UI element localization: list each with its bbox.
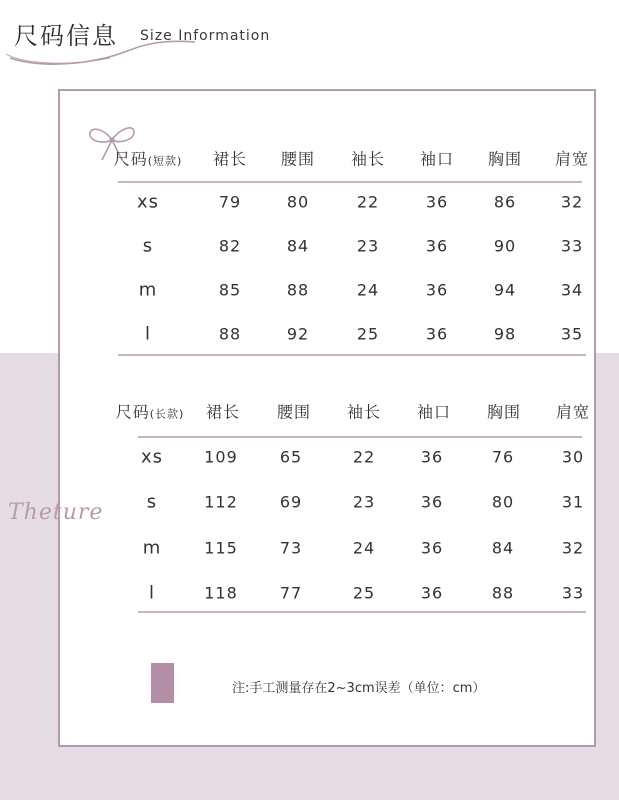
long-cell: 80 [491,492,515,512]
long-row-size: l [148,582,156,604]
short-cell: 36 [425,192,449,212]
short-col-header: 肩宽 [554,149,590,169]
short-cell: 82 [218,236,242,256]
short-cell: 90 [493,236,517,256]
measurement-note: 注:手工测量存在2~3cm误差（单位：cm） [232,681,486,696]
short-col-header: 袖口 [419,149,455,169]
long-header-divider [138,436,582,438]
short-cell: 92 [286,324,310,344]
short-col-header: 胸围 [487,149,523,169]
long-cell: 118 [204,583,238,603]
short-cell: 85 [218,280,242,300]
long-cell: 36 [420,492,444,512]
long-cell: 31 [561,492,585,512]
long-cell: 88 [491,583,515,603]
long-cell: 30 [561,447,585,467]
short-row-size: xs [136,191,160,213]
long-row-size: xs [140,446,164,468]
short-col-header: 袖长 [350,149,386,169]
short-cell: 86 [493,192,517,212]
short-cell: 24 [356,280,380,300]
short-size-label: 尺码 [113,149,148,169]
short-cell: 36 [425,236,449,256]
short-col-header: 腰围 [280,149,316,169]
page-title: 尺码信息 [14,22,118,50]
long-size-note: (长款) [149,407,185,421]
short-size-note: (短款) [147,154,183,168]
long-cell: 36 [420,538,444,558]
short-cell: 22 [356,192,380,212]
long-cell: 36 [420,583,444,603]
short-cell: 84 [286,236,310,256]
long-cell: 32 [561,538,585,558]
short-row-size: m [138,279,158,301]
long-cell: 23 [352,492,376,512]
long-cell: 25 [352,583,376,603]
short-header-divider [118,181,582,183]
long-cell: 77 [279,583,303,603]
long-col-header: 袖口 [416,402,452,422]
long-cell: 76 [491,447,515,467]
short-cell: 25 [356,324,380,344]
short-cell: 33 [560,236,584,256]
long-cell: 36 [420,447,444,467]
short-cell: 36 [425,280,449,300]
long-cell: 73 [279,538,303,558]
script-watermark: Theture [8,500,104,525]
short-cell: 88 [286,280,310,300]
short-row-size: l [144,323,152,345]
short-row-size: s [142,235,154,257]
long-footer-divider [138,611,586,613]
long-cell: 33 [561,583,585,603]
short-col-header: 裙长 [212,149,248,169]
short-cell: 79 [218,192,242,212]
long-col-header: 裙长 [205,402,241,422]
long-cell: 65 [279,447,303,467]
long-col-header: 腰围 [276,402,312,422]
short-size-header [114,147,183,170]
short-cell: 94 [493,280,517,300]
long-col-header: 胸围 [486,402,522,422]
long-col-header: 肩宽 [555,402,591,422]
long-cell: 112 [204,492,238,512]
long-row-size: s [146,491,158,513]
long-cell: 22 [352,447,376,467]
short-cell: 80 [286,192,310,212]
page-subtitle: Size Information [140,28,271,44]
long-cell: 109 [204,447,238,467]
long-cell: 84 [491,538,515,558]
short-cell: 98 [493,324,517,344]
long-cell: 69 [279,492,303,512]
long-cell: 24 [352,538,376,558]
short-cell: 35 [560,324,584,344]
long-size-label: 尺码 [115,402,150,422]
short-footer-divider [118,354,586,356]
long-cell: 115 [204,538,238,558]
long-size-header [116,400,185,423]
long-row-size: m [142,537,162,559]
short-cell: 23 [356,236,380,256]
short-cell: 88 [218,324,242,344]
long-col-header: 袖长 [346,402,382,422]
short-cell: 34 [560,280,584,300]
short-cell: 36 [425,324,449,344]
color-swatch [151,663,174,703]
short-cell: 32 [560,192,584,212]
